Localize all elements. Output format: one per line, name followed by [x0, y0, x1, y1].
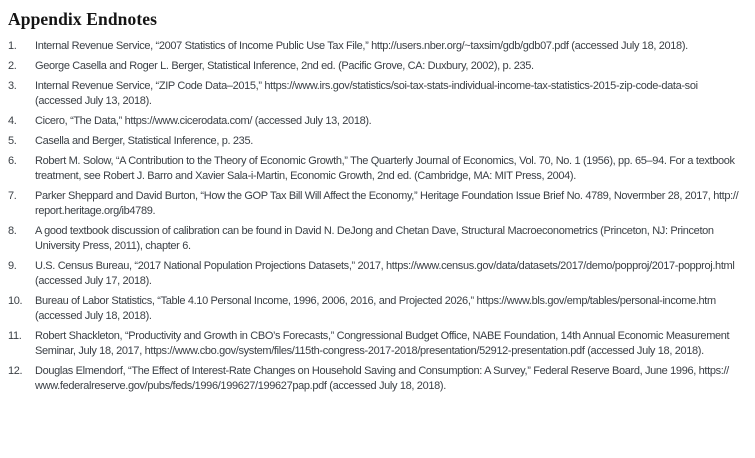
endnote-number: 4. — [8, 115, 17, 127]
endnote-item — [8, 134, 747, 149]
endnote-text: Internal Revenue Service, “2007 Statistics of Income Public Use Tax File,” http:/​/​users.nber.org/​~taxsim/​gdb/​gdb07.pdf (accessed July 18, 2018). — [35, 40, 688, 52]
endnote-number: 8. — [8, 225, 17, 237]
page-title: Appendix Endnotes — [8, 9, 158, 29]
endnote-item — [8, 154, 747, 184]
endnote-item — [8, 329, 747, 359]
endnote-item — [8, 79, 747, 109]
endnotes-list — [8, 39, 747, 394]
endnote-text: Robert Shackleton, “Productivity and Growth in CBO’s Forecasts,” Congressional Budget Office, NABE Foundation, 14th Annual Economic Measurement Seminar, July 18, 2017, https:/​/​www.cbo.gov/​system/​files/​115th-congress-2017-2018/​presentation/​52912-presentation.pdf (accessed July 18, 2018). — [35, 330, 730, 357]
endnote-text: Internal Revenue Service, “ZIP Code Data–2015,” https:/​/​www.irs.gov/​statistics/​soi-tax-stats-individual-income-tax-statistics-2015-zip-code-data-soi (accessed July 13, 2018). — [35, 80, 698, 107]
endnote-number: 5. — [8, 135, 17, 147]
endnote-item — [8, 59, 747, 74]
endnote-number: 2. — [8, 60, 17, 72]
endnote-item — [8, 364, 747, 394]
endnote-number: 12. — [8, 365, 23, 377]
endnote-number: 11. — [8, 330, 22, 342]
endnote-text: Casella and Berger, Statistical Inference, p. 235. — [35, 135, 253, 147]
endnote-item — [8, 259, 747, 289]
endnote-number: 9. — [8, 260, 17, 272]
endnote-number: 3. — [8, 80, 17, 92]
endnote-number: 1. — [8, 40, 17, 52]
endnote-item — [8, 39, 747, 54]
endnote-item — [8, 189, 747, 219]
endnote-item — [8, 114, 747, 129]
endnote-number: 10. — [8, 295, 23, 307]
endnote-item — [8, 224, 747, 254]
endnote-text: Robert M. Solow, “A Contribution to the Theory of Economic Growth,” The Quarterly Journal of Economics, Vol. 70, No. 1 (1956), pp. 65–94. For a textbook treatment, see Robert J. Barro and Xavier Sala-i-Martin, Economic Growth, 2nd ed. (Cambridge, MA: MIT Press, 2004). — [35, 155, 735, 182]
endnote-text: U.S. Census Bureau, “2017 National Population Projections Datasets,” 2017, https:/​/​www.census.gov/​data/​datasets/​2017/​demo/​popproj/​2017-popproj.html (accessed July 17, 2018). — [35, 260, 735, 287]
endnote-text: Parker Sheppard and David Burton, “How the GOP Tax Bill Will Affect the Economy,” Heritage Foundation Issue Brief No. 4789, Novermber 28, 2017, http:/​/​report.heritage.org/​ib4789. — [35, 190, 739, 217]
endnote-text: Douglas Elmendorf, “The Effect of Interest-Rate Changes on Household Saving and Consumption: A Survey,” Federal Reserve Board, June 1996, https:/​/​www.federalreserve.gov/​pubs/​feds/​1996/​199627/​199627pap.pdf (accessed July 18, 2018). — [35, 365, 729, 392]
endnote-item — [8, 294, 747, 324]
endnote-text: A good textbook discussion of calibration can be found in David N. DeJong and Chetan Dave, Structural Macroeconometrics (Princeton, NJ: Princeton University Press, 2011), chapter 6. — [35, 225, 714, 252]
endnote-number: 7. — [8, 190, 17, 202]
endnote-text: Cicero, “The Data,” https:/​/​www.cicerodata.com/​ (accessed July 13, 2018). — [35, 115, 372, 127]
endnote-text: Bureau of Labor Statistics, “Table 4.10 Personal Income, 1996, 2006, 2016, and Projected 2026,” https:/​/​www.bls.gov/​emp/​tables/​personal-income.htm (accessed July 18, 2018). — [35, 295, 716, 322]
endnote-text: George Casella and Roger L. Berger, Statistical Inference, 2nd ed. (Pacific Grove, CA: Duxbury, 2002), p. 235. — [35, 60, 534, 72]
endnote-number: 6. — [8, 155, 17, 167]
